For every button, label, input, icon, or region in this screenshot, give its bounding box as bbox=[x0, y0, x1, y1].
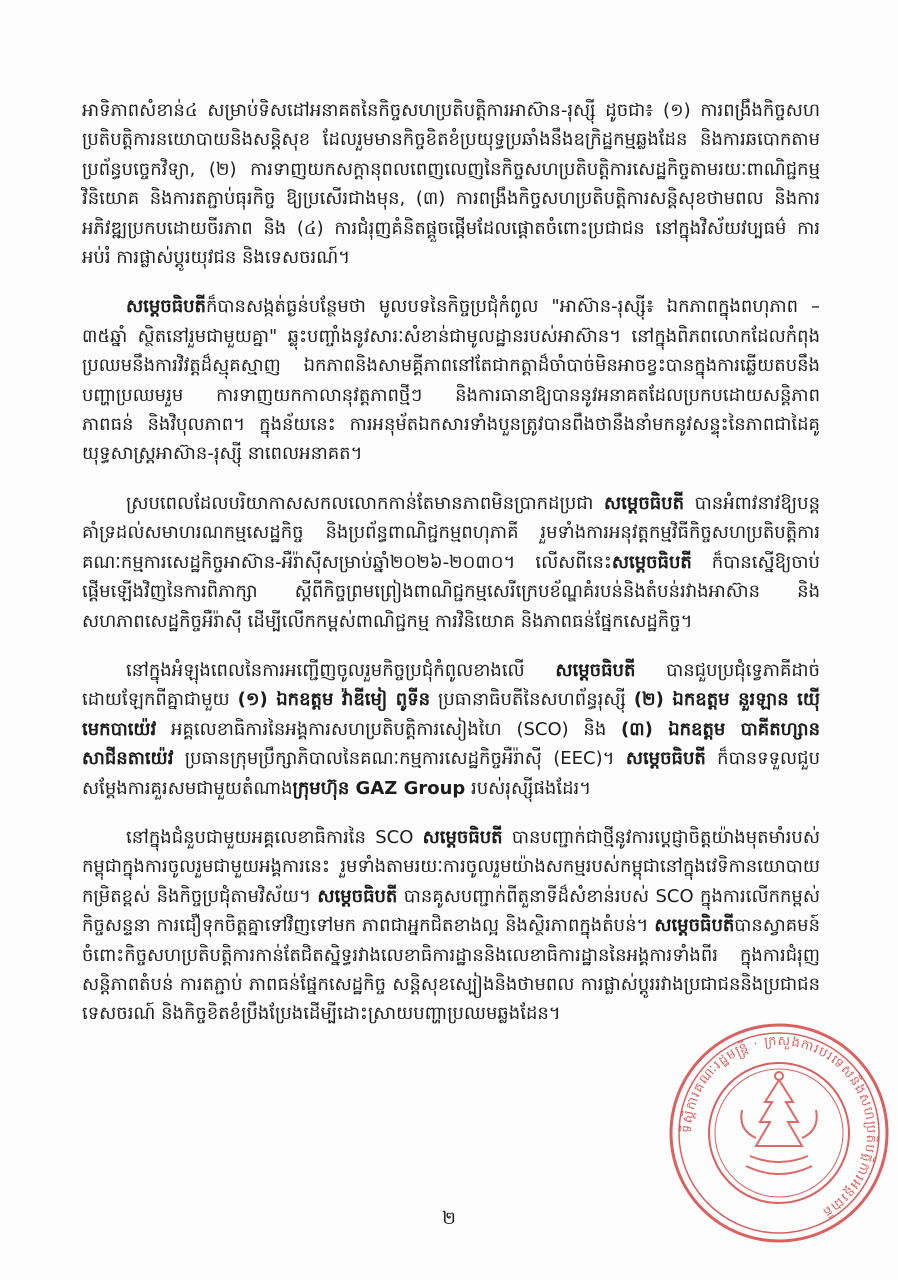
text-segment: បានគូសបញ្ជាក់ពីតួនាទីដ៏សំខាន់របស់ SCO ក្នុងការលើកកម្ពស់កិច្ចសន្ទនា ការជឿទុកចិត្តគ្នាទៅវិញទៅមក ភាពជាអ្នកជិតខាងល្អ និងស្ថិរភាពក្នុងតំបន់។ bbox=[82, 885, 820, 937]
text-segment: ប្រធានាធិបតីនៃសហព័ន្ធរុស្ស៊ី bbox=[430, 689, 634, 711]
bold-text-segment: ក្រុមហ៊ុន GAZ Group bbox=[292, 777, 466, 799]
text-segment: ប្រធានក្រុមប្រឹក្សាភិបាលនៃគណៈកម្មការសេដ្ឋកិច្ចអឺរ៉ាស៊ី (EEC)។ bbox=[173, 748, 626, 770]
bold-text-segment: សម្តេចធិបតី bbox=[422, 826, 503, 848]
bold-text-segment: សម្តេចធិបតី bbox=[126, 296, 206, 318]
page-number: ២ bbox=[442, 1208, 456, 1229]
svg-text:ទីស្តីការគណៈរដ្ឋមន្ត្រី · ក្រស: ទីស្តីការគណៈរដ្ឋមន្ត្រី · ក្រសួងការបរទេសនិងសហប្រតិបត្តិការអន្តរជាតិ bbox=[679, 1033, 879, 1220]
text-segment: បានស្វាគមន៍ចំពោះកិច្ចសហប្រតិបត្តិការកាន់តែជិតស្និទ្ធរវាងលេខាធិការដ្ឋាននិងលេខាធិការដ្ឋាននៃអង្គការទាំងពីរ ក្នុងការជំរុញសន្តិភាពតំបន់ ការតភ្ជាប់ ភាពធន់ផ្នែកសេដ្ឋកិច្ច សន្តិសុខស្បៀងនិងថាមពល ការផ្លាស់ប្តូររវាងប្រជាជននិងប្រជាជន ទេសចរណ៍ និងកិច្ចខិតខំប្រឹងប្រែងដើម្បីដោះស្រាយបញ្ហាប្រឈមឆ្លងដែន។ bbox=[82, 915, 820, 1025]
text-segment: បានអំពាវនាវឱ្យបន្តគាំទ្រដល់សមាហរណកម្មសេដ្ឋកិច្ច និងប្រព័ន្ធពាណិជ្ជកម្មពហុភាគី រួមទាំងការអនុវត្តកម្មវិធីកិច្ចសហប្រតិបត្តិការគណៈកម្មការសេដ្ឋកិច្ចអាស៊ាន-អឺរ៉ាស៊ីសម្រាប់ឆ្នាំ២០២៦-២០៣០។ លើសពីនេះ bbox=[82, 492, 820, 573]
bold-text-segment: (៣) ឯកឧត្តម បាគីតហ្សាន សាជីនតាយ៉េវ bbox=[82, 718, 820, 770]
paragraph-summit-theme bbox=[82, 292, 820, 468]
seal-icon bbox=[664, 1018, 894, 1248]
bold-text-segment: សម្តេចធិបតី bbox=[555, 659, 636, 681]
text-segment: អាទិភាពសំខាន់៤ សម្រាប់ទិសដៅអនាគតនៃកិច្ចសហប្រតិបត្តិការអាស៊ាន-រុស្ស៊ី ដូចជា៖ (១) ការពង្រឹងកិច្ចសហប្រតិបត្តិការនយោបាយនិងសន្តិសុខ ដែលរួមមានកិច្ចខិតខំប្រយុទ្ធប្រឆាំងនឹងឧក្រិដ្ឋកម្មឆ្លងដែន និងការឆបោកតាមប្រព័ន្ធបច្ចេកវិទ្យា, (២) ការទាញយកសក្តានុពលពេញលេញនៃកិច្ចសហប្រតិបត្តិការសេដ្ឋកិច្ចតាមរយៈពាណិជ្ជកម្ម វិនិយោគ និងការតភ្ជាប់ធុរកិច្ច ឱ្យប្រសើរជាងមុន, (៣) ការពង្រឹងកិច្ចសហប្រតិបត្តិការសន្តិសុខថាមពល និងការអភិវឌ្ឍប្រកបដោយចីរភាព និង (៤) ការជំរុញគំនិតផ្តួចផ្តើមដែលផ្តោតចំពោះប្រជាជន នៅក្នុងវិស័យវប្បធម៌ ការអប់រំ ការផ្លាស់ប្តូរយុវជន និងទេសចរណ៍។ bbox=[82, 100, 820, 269]
official-seal bbox=[664, 1018, 894, 1248]
bold-text-segment: សម្តេចធិបតី bbox=[654, 915, 735, 937]
text-segment: បានជួបប្រជុំទ្វេភាគីដាច់ដោយឡែកពីគ្នាជាមួយ bbox=[82, 659, 820, 711]
bold-text-segment: សម្តេចធិបតី bbox=[317, 885, 398, 907]
text-segment: ស្របពេលដែលបរិយាកាសសកលលោកកាន់តែមានភាពមិនប្រាកដប្រជា bbox=[126, 492, 605, 514]
text-segment: ក៏បានសង្កត់ធ្ងន់បន្ថែមថា មូលបទនៃកិច្ចប្រជុំកំពូល "អាស៊ាន-រុស្ស៊ី៖ ឯកភាពក្នុងពហុភាព – ៣៥ឆ្នាំ ស្ថិតនៅរួមជាមួយគ្នា" ឆ្លុះបញ្ចាំងនូវសារៈសំខាន់ជាមូលដ្ឋានរបស់អាស៊ាន។ នៅក្នុងពិភពលោកដែលកំពុងប្រឈមនឹងការវិវត្តដ៏ស្មុគស្មាញ ឯកភាពនិងសាមគ្គីភាពនៅតែជាកត្តាដ៏ចាំបាច់មិនអាចខ្វះបានក្នុងការឆ្លើយតបនឹងបញ្ហាប្រឈមរួម ការទាញយកកាលានុវត្តភាពថ្មីៗ និងការធានាឱ្យបាននូវអនាគតដែលប្រកបដោយសន្តិភាព ភាពធន់ និងវិបុលភាព។ ក្នុងន័យនេះ ការអនុម័តឯកសារទាំងបួនត្រូវបានពឹងថានឹងនាំមកនូវសន្ទុះនៃភាពជាដៃគូយុទ្ធសាស្ត្រអាស៊ាន-រុស្ស៊ី នាពេលអនាគត។ bbox=[82, 296, 820, 465]
bold-text-segment: សម្តេចធិបតី bbox=[611, 551, 692, 573]
text-segment: អគ្គលេខាធិការនៃអង្គការសហប្រតិបត្តិការសៀងហៃ (SCO) និង bbox=[156, 718, 622, 740]
text-segment: បានបញ្ជាក់ជាថ្មីនូវការប្តេជ្ញាចិត្តយ៉ាងមុតមាំរបស់កម្ពុជាក្នុងការចូលរួមជាមួយអង្គការនេះ រួមទាំងតាមរយៈការចូលរួមយ៉ាងសកម្មរបស់កម្ពុជានៅក្នុងវេទិកានយោបាយកម្រិតខ្ពស់ និងកិច្ចប្រជុំតាមវិស័យ។ bbox=[82, 826, 820, 907]
bold-text-segment: (១) ឯកឧត្តម វ៉ាឌីមៀ ពូទីន bbox=[237, 689, 431, 711]
bold-text-segment: (២) ឯកឧត្តម នួរឡាន យ៉ើមេកបាយ៉េវ bbox=[82, 689, 820, 740]
paragraph-bilateral-meetings bbox=[82, 656, 820, 803]
paragraph-sco-meeting bbox=[82, 823, 820, 1029]
text-segment: ក៏បានទទួលជួបសម្តែងការគួរសមជាមួយតំណាង bbox=[82, 748, 820, 799]
text-segment: នៅក្នុងជំនួបជាមួយអគ្គលេខាធិការនៃ SCO bbox=[126, 826, 423, 848]
paragraph-priorities bbox=[82, 96, 820, 272]
text-segment: របស់រុស្ស៊ីផងដែរ។ bbox=[465, 777, 592, 799]
paragraph-economic-integration bbox=[82, 489, 820, 636]
document-body bbox=[82, 96, 820, 1049]
text-segment: នៅក្នុងអំឡុងពេលនៃការអញ្ជើញចូលរួមកិច្ចប្រជុំកំពូលខាងលើ bbox=[126, 659, 556, 681]
bold-text-segment: សម្តេចធិបតី bbox=[604, 492, 685, 514]
bold-text-segment: សម្តេចធិបតី bbox=[625, 748, 706, 770]
text-segment: ក៏បានស្នើឱ្យចាប់ផ្តើមឡើងវិញនៃការពិភាក្សា ស្តីពីកិច្ចព្រមព្រៀងពាណិជ្ជកម្មសេរីក្រេបខ័ណ្ឌគំរបន់និងតំបន់រវាងអាស៊ាន និងសហភាពសេដ្ឋកិច្ចអឺរ៉ាស៊ី ដើម្បីលើកកម្ពស់ពាណិជ្ជកម្ម ការវិនិយោគ និងភាពធន់ផ្នែកសេដ្ឋកិច្ច។ bbox=[82, 551, 820, 632]
